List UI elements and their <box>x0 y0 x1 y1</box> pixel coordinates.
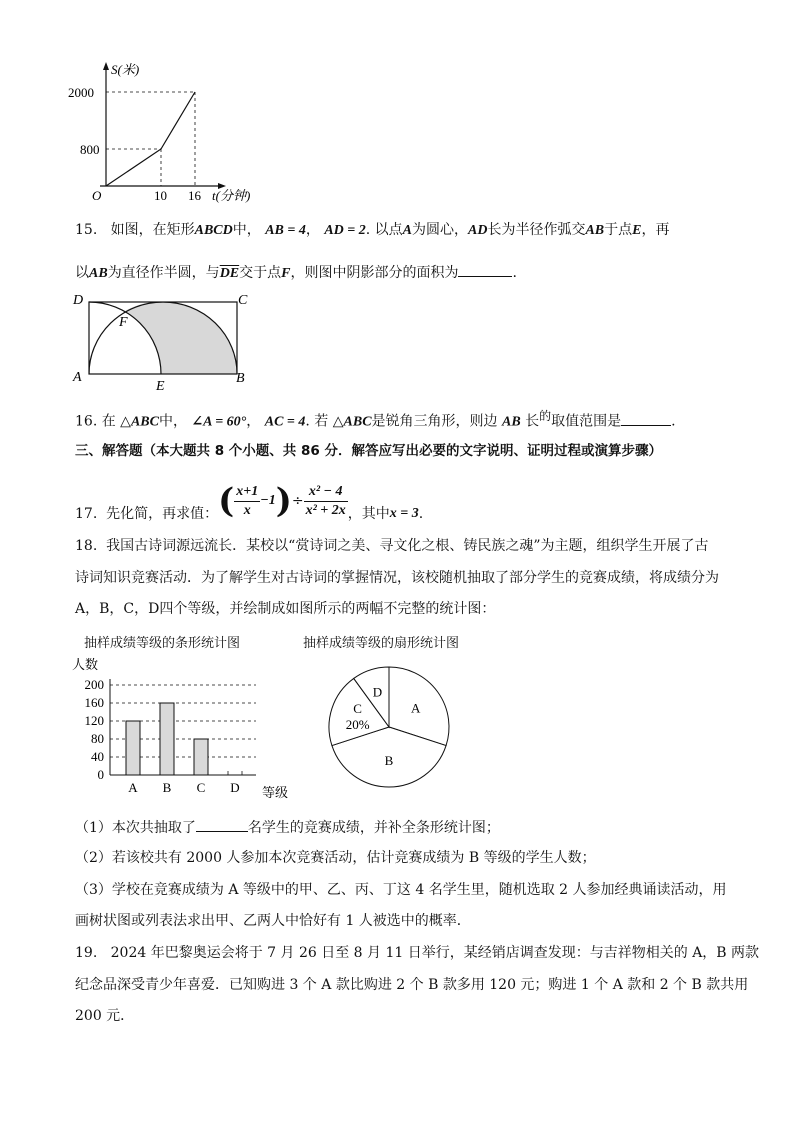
bar-category-label: D <box>230 780 240 795</box>
y-axis-label: S(米) <box>111 62 140 77</box>
bar-y-tick-label: 160 <box>84 695 104 710</box>
bar-category-label: A <box>128 780 138 795</box>
answer-blank-15 <box>458 262 512 277</box>
x-tick-16: 16 <box>188 188 201 203</box>
question-19-line-3: 200 元． <box>75 1008 135 1024</box>
bar-chart-title: 抽样成绩等级的条形统计图 <box>84 636 241 651</box>
question-15-line-2: 以AB为直径作半圆，与$\overline{DE}$交于点F，则图中阴影部分的面积为 . <box>75 262 517 284</box>
section-3-heading: 三、解答题（本大题共 8 个小题、共 86 分．解答应写出必要的文字说明、证明过程或演算步骤） <box>75 443 662 459</box>
question-18-part-2: （2）若该校共有 2000 人参加本次竞赛活动，估计竞赛成绩为 B 等级的学生人数； <box>75 850 596 866</box>
y-axis-arrow <box>103 62 109 70</box>
pie-chart <box>325 663 455 793</box>
distance-time-graph <box>60 58 290 208</box>
question-18-part-1: （1）本次共抽取了 名学生的竞赛成绩，并补全条形统计图； <box>75 817 500 838</box>
pie-label-D: D <box>372 684 383 700</box>
answer-blank-16 <box>621 411 671 426</box>
bar-chart <box>70 654 300 804</box>
question-18-line-2: 诗词知识竞赛活动．为了解学生对古诗词的掌握情况，该校随机抽取了部分学生的竞赛成绩，将成绩分为 <box>75 570 719 586</box>
question-16: 16. 在 △ABC中， ∠A = 60°， AC = 4. 若 △ABC是锐角三角形，则边 AB 长$^的$取值范围是 . <box>75 409 676 430</box>
pie-chart-title: 抽样成绩等级的扇形统计图 <box>303 636 460 651</box>
label-c: C <box>238 293 248 308</box>
bar-B <box>160 703 174 775</box>
x-axis-label: t(分钟) <box>212 188 251 203</box>
pie-label-A: A <box>411 700 421 716</box>
bar-y-tick-label: 0 <box>97 767 104 782</box>
bar-C <box>194 739 208 775</box>
question-18-part-3-line-2: 画树状图或列表法求出甲、乙两人中恰好有 1 人被选中的概率． <box>75 913 471 929</box>
bar-x-axis-label: 等级 <box>262 785 289 800</box>
bar-y-tick-label: 40 <box>91 749 104 764</box>
distance-line <box>106 92 195 186</box>
label-f: F <box>119 315 128 330</box>
question-15-line-1: 15. 如图，在矩形ABCD中， AB = 4， AD = 2. 以点A为圆心，AD长为半径作弧交AB于点E，再 <box>75 222 670 238</box>
question-19-line-2: 纪念品深受青少年喜爱．已知购进 3 个 A 款比购进 2 个 B 款多用 120 元；购进 1 个 A 款和 2 个 B 款共用 <box>75 977 749 993</box>
question-18-line-3: A，B，C，D四个等级，并绘制成如图所示的两幅不完整的统计图： <box>75 601 496 617</box>
label-b: B <box>236 371 245 386</box>
y-tick-2000: 2000 <box>68 85 94 100</box>
question-19-line-1: 19. 2024 年巴黎奥运会将于 7 月 26 日至 8 月 11 日举行，某经销店调查发现：与吉祥物相关的 A，B 两款 <box>75 945 760 961</box>
origin-label: O <box>92 188 102 203</box>
answer-blank-18 <box>196 817 248 832</box>
question-18-line-1: 18. 我国古诗词源远流长．某校以“赏诗词之美、寻文化之根、铸民族之魂”为主题，组织学生开展了古 <box>75 538 709 554</box>
label-e: E <box>156 379 165 392</box>
question-17: 17. 先化简，再求值：( $\frac{x+1}{x}$ −1)÷ $\frac{\text{x² − 4}}{\text{x² + 2x}}$ ，其中x = 3. <box>75 478 423 524</box>
bar-y-tick-label: 80 <box>91 731 104 746</box>
bar-A <box>126 721 140 775</box>
pie-label-C: C <box>353 700 362 716</box>
bar-y-tick-label: 200 <box>84 677 104 692</box>
label-a: A <box>73 370 82 385</box>
pie-percent-label: 20% <box>345 716 370 732</box>
pie-label-B: B <box>384 753 394 768</box>
bar-category-label: B <box>162 780 172 795</box>
x-tick-10: 10 <box>154 188 167 203</box>
y-tick-800: 800 <box>80 142 100 157</box>
bar-y-axis-label: 人数 <box>72 657 99 672</box>
bar-category-label: C <box>196 780 206 795</box>
question-18-part-3-line-1: （3）学校在竞赛成绩为 A 等级中的甲、乙、丙、丁这 4 名学生里，随机选取 2 人参加经典诵读活动，用 <box>75 882 727 898</box>
expression-17: ( $\frac{x+1}{x}$ −1)÷ $\frac{\text{x² − 4}}{\text{x² + 2x}}$ <box>218 481 346 521</box>
label-d: D <box>73 293 84 308</box>
rectangle-figure <box>70 288 260 392</box>
bar-y-tick-label: 120 <box>84 713 104 728</box>
